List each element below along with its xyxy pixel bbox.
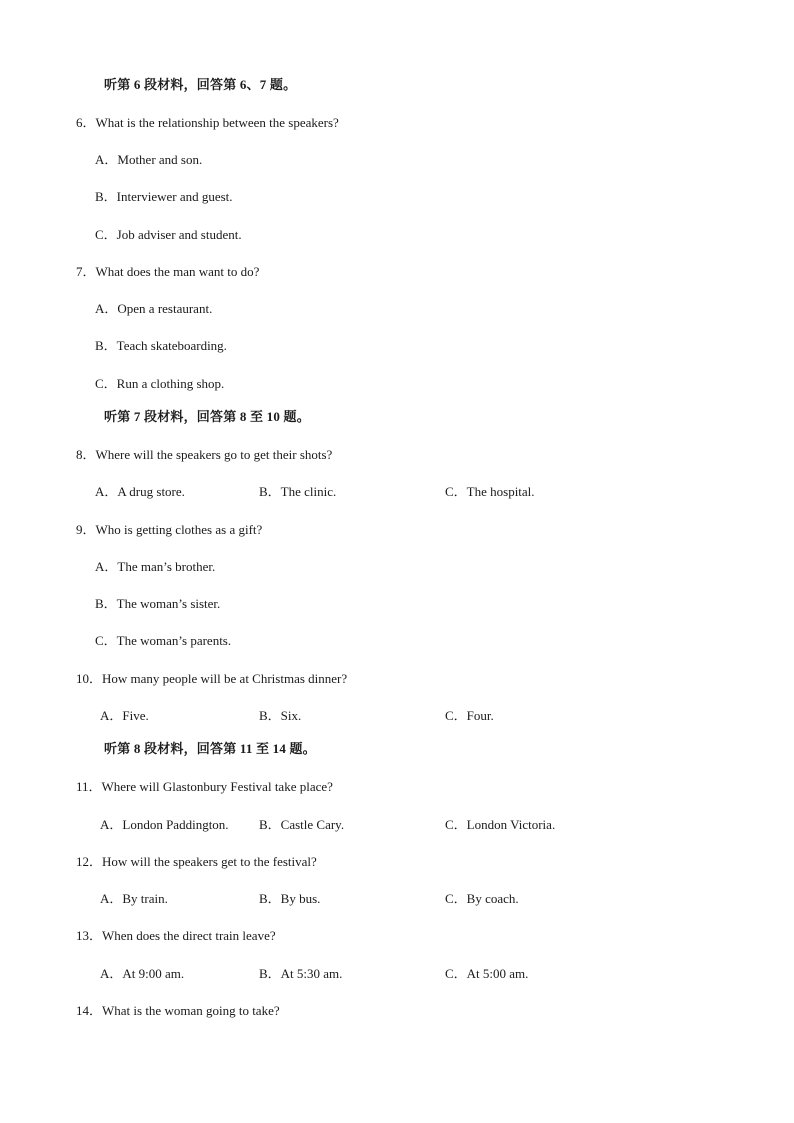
question-9-option-a: A．The man’s brother. <box>95 559 216 574</box>
question-6: 6．What is the relationship between the speakers? <box>76 115 339 130</box>
question-13-option-c: C．At 5:00 am. <box>445 966 529 981</box>
question-11-option-b: B．Castle Cary. <box>259 817 345 832</box>
question-7: 7．What does the man want to do? <box>76 264 260 279</box>
question-8-option-a: A．A drug store. <box>95 484 185 499</box>
question-6-option-c: C．Job adviser and student. <box>95 227 242 242</box>
question-10: 10．How many people will be at Christmas dinner? <box>76 671 348 686</box>
question-13-option-a: A．At 9:00 am. <box>100 966 185 981</box>
question-13-option-b: B．At 5:30 am. <box>259 966 343 981</box>
question-7-option-a: A．Open a restaurant. <box>95 301 213 316</box>
question-8-option-b: B．The clinic. <box>259 484 337 499</box>
question-11-option-c: C．London Victoria. <box>445 817 556 832</box>
question-7-option-b: B．Teach skateboarding. <box>95 338 227 353</box>
question-8-option-c: C．The hospital. <box>445 484 535 499</box>
question-7-option-c: C．Run a clothing shop. <box>95 376 225 391</box>
question-10-option-a: A．Five. <box>100 708 149 723</box>
question-12-option-a: A．By train. <box>100 891 168 906</box>
question-10-option-c: C．Four. <box>445 708 494 723</box>
question-9-option-c: C．The woman’s parents. <box>95 633 232 648</box>
question-9: 9．Who is getting clothes as a gift? <box>76 522 263 537</box>
question-12: 12．How will the speakers get to the festival? <box>76 854 317 869</box>
question-11: 11．Where will Glastonbury Festival take place? <box>76 779 333 794</box>
question-6-option-b: B．Interviewer and guest. <box>95 189 233 204</box>
section-header-6-7: 听第 6 段材料，回答第 6、7 题。 <box>104 77 297 92</box>
question-9-option-b: B．The woman’s sister. <box>95 596 221 611</box>
question-14: 14．What is the woman going to take? <box>76 1003 280 1018</box>
question-13: 13．When does the direct train leave? <box>76 928 276 943</box>
section-header-8-10: 听第 7 段材料，回答第 8 至 10 题。 <box>104 409 310 424</box>
question-12-option-c: C．By coach. <box>445 891 519 906</box>
question-12-option-b: B．By bus. <box>259 891 321 906</box>
section-header-11-14: 听第 8 段材料，回答第 11 至 14 题。 <box>104 741 316 756</box>
question-10-option-b: B．Six. <box>259 708 302 723</box>
question-6-option-a: A．Mother and son. <box>95 152 203 167</box>
question-8: 8．Where will the speakers go to get their shots? <box>76 447 333 462</box>
question-11-option-a: A．London Paddington. <box>100 817 229 832</box>
